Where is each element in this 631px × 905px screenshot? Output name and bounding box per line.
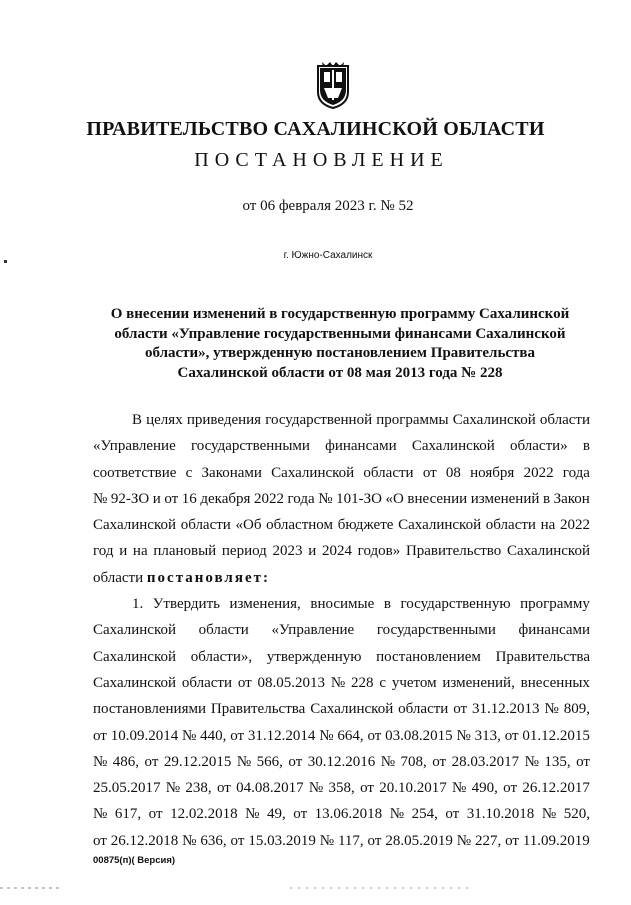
body-word: от xyxy=(164,490,179,507)
body-word: 04.08.2017 xyxy=(236,780,304,797)
body-word: № xyxy=(182,727,197,744)
body-word: № xyxy=(456,727,471,744)
body-line xyxy=(93,512,590,538)
body-word: области xyxy=(539,412,590,428)
body-word: 92-ЗО xyxy=(110,490,150,507)
body-word: 254, xyxy=(411,806,438,823)
body-word: 708, xyxy=(400,753,427,770)
coat-of-arms-icon xyxy=(312,58,354,110)
body-line xyxy=(93,538,590,564)
body-line xyxy=(93,828,590,854)
body-word: постановлением xyxy=(376,648,481,665)
body-word: финансами xyxy=(325,438,397,455)
body-word: от xyxy=(367,832,382,849)
body-word: области xyxy=(181,674,232,691)
subject-line: О внесении изменений в государственную программу Сахалинской xyxy=(110,306,570,322)
body-word: 11.09.2019 xyxy=(522,832,590,849)
body-word: 20.10.2017 xyxy=(379,780,447,797)
body-word: № xyxy=(93,806,108,823)
body-word: № xyxy=(236,753,252,770)
body-word: 566, xyxy=(256,753,283,770)
body-word: 10.09.2014 xyxy=(110,727,179,744)
body-word: 486, xyxy=(112,753,140,770)
body-word: «Управление xyxy=(271,622,355,639)
body-word: Сахалинской xyxy=(452,412,536,428)
body-word: от xyxy=(503,780,518,797)
body-word: декабря xyxy=(200,490,251,507)
body-word: 01.12.2015 xyxy=(522,727,590,744)
body-word: на xyxy=(540,517,556,534)
body-word: изменения, xyxy=(229,596,301,613)
body-word: области xyxy=(180,517,231,534)
body-word: Правительство xyxy=(405,543,502,560)
document-subject xyxy=(100,305,580,383)
body-word: 2022 xyxy=(253,490,284,507)
body-word: 2022 xyxy=(559,517,590,534)
subject-line: области «Управление государственными финансами Сахалинской xyxy=(114,325,566,342)
body-word: от xyxy=(504,727,519,744)
body-word: области xyxy=(398,701,449,718)
body-line xyxy=(93,775,590,801)
body-word: от xyxy=(422,464,437,481)
body-word: № xyxy=(319,832,335,849)
body-word: изменений xyxy=(470,490,540,507)
body-word: В xyxy=(132,412,143,428)
body-word: 313, xyxy=(474,727,501,744)
body-word: № xyxy=(308,780,324,797)
body-word: от xyxy=(144,753,159,770)
government-title: ПРАВИТЕЛЬСТВО САХАЛИНСКОЙ ОБЛАСТИ xyxy=(86,118,545,140)
body-word: № xyxy=(541,806,557,823)
body-word: Закон xyxy=(553,490,590,507)
body-line xyxy=(93,801,590,827)
body-line xyxy=(93,723,590,749)
body-word: 809, xyxy=(563,701,590,718)
body-word: бюджете xyxy=(337,517,394,534)
body-word: года xyxy=(562,464,590,481)
body-line xyxy=(93,591,590,617)
body-line xyxy=(93,696,590,722)
body-word: программы xyxy=(376,412,449,428)
body-word: Сахалинской xyxy=(310,701,394,718)
body-line xyxy=(93,486,590,512)
body-word: 26.12.2017 xyxy=(522,780,590,797)
body-word: 2022 xyxy=(523,464,554,481)
body-word: государственными xyxy=(190,438,310,455)
body-word: № xyxy=(245,806,260,823)
body-word: от xyxy=(453,701,468,718)
body-word: № xyxy=(93,490,108,507)
body-word: от xyxy=(360,780,374,797)
resolution-keyword: постановляет: xyxy=(146,569,270,586)
body-word: 117, xyxy=(337,832,364,849)
body-word: от xyxy=(230,832,245,849)
body-word: учетом xyxy=(391,674,437,691)
body-word: от xyxy=(432,753,447,770)
body-word: 29.12.2015 xyxy=(163,753,232,770)
body-word: 49, xyxy=(266,806,286,823)
body-word: 358, xyxy=(328,780,355,797)
body-word: изменений, xyxy=(442,674,515,691)
document-city: г. Южно-Сахалинск xyxy=(283,250,373,261)
body-word: года xyxy=(287,490,315,507)
body-line xyxy=(93,565,590,591)
body-word: от xyxy=(293,806,308,823)
body-word: «Об xyxy=(235,517,262,534)
body-word: 2023 xyxy=(272,543,303,560)
body-word: от xyxy=(445,806,460,823)
body-word: от xyxy=(505,832,519,849)
body-word: Законами xyxy=(201,464,262,481)
body-word: годов» xyxy=(357,543,401,560)
body-word: период xyxy=(221,543,267,560)
body-word: 636, xyxy=(200,832,227,849)
body-word: 440, xyxy=(200,727,227,744)
body-word: внесении xyxy=(407,490,468,507)
body-word: 03.08.2015 xyxy=(385,727,453,744)
body-word: области xyxy=(485,517,536,534)
body-word: программу xyxy=(520,596,590,613)
body-word: № xyxy=(452,780,467,797)
body-word: от xyxy=(216,780,231,797)
body-word: Сахалинской xyxy=(93,648,177,665)
document-body xyxy=(93,407,590,854)
body-word: Сахалинской xyxy=(398,517,482,534)
body-word: от xyxy=(93,727,107,744)
body-word: 31.12.2013 xyxy=(472,701,540,718)
body-word: 28.03.2017 xyxy=(451,753,520,770)
body-word: на xyxy=(132,543,148,560)
body-line xyxy=(93,460,590,486)
body-word: 08.05.2013 xyxy=(257,674,326,691)
body-word: № xyxy=(318,490,333,507)
body-word: 1. xyxy=(132,596,144,613)
body-word: соответствие xyxy=(93,464,177,481)
body-word: 664, xyxy=(337,727,364,744)
body-word: области» xyxy=(510,438,568,455)
body-word: от xyxy=(230,727,245,744)
body-word: Сахалинской xyxy=(271,464,355,481)
body-word: 08 xyxy=(445,464,461,481)
body-word: 15.03.2019 xyxy=(248,832,316,849)
body-word: Правительства xyxy=(495,648,590,665)
body-word: с xyxy=(185,464,193,481)
body-word: в xyxy=(542,490,551,507)
body-word: 238, xyxy=(185,780,212,797)
subject-line: Сахалинской области от 08 мая 2013 года № 228 xyxy=(177,364,503,381)
body-word: в xyxy=(383,596,391,613)
body-line xyxy=(93,433,590,459)
footer-version-code: 00875(п)( Версия) xyxy=(93,855,176,866)
body-word: ноября xyxy=(470,464,515,481)
body-word: области xyxy=(198,622,249,639)
body-word: с xyxy=(379,674,386,691)
body-word: областном xyxy=(266,517,334,534)
body-word: Сахалинской xyxy=(411,438,495,455)
body-word: Утвердить xyxy=(152,596,220,613)
body-word: 30.12.2016 xyxy=(307,753,376,770)
body-word: внесенных xyxy=(520,674,590,691)
body-word: приведения xyxy=(186,412,262,428)
body-word: 16 xyxy=(181,490,197,507)
body-word: финансами xyxy=(518,622,590,639)
body-word: от xyxy=(288,753,303,770)
body-word: 2024 xyxy=(321,543,352,560)
body-word: 13.06.2018 xyxy=(314,806,383,823)
body-word: № xyxy=(380,753,396,770)
body-word: 101-ЗО xyxy=(336,490,382,507)
body-line xyxy=(93,617,590,643)
body-word: государственную xyxy=(400,596,511,613)
body-word: от xyxy=(367,727,382,744)
body-word: области xyxy=(93,569,144,586)
body-word: утвержденную xyxy=(266,648,362,665)
body-word: государственными xyxy=(376,622,496,639)
body-word: Правительства xyxy=(210,701,306,718)
body-word: постановлениями xyxy=(93,701,206,718)
body-word: № xyxy=(330,674,346,691)
body-word: 31.10.2018 xyxy=(466,806,535,823)
body-word: 28.05.2019 xyxy=(385,832,453,849)
body-word: плановый xyxy=(153,543,217,560)
body-word: от xyxy=(93,832,107,849)
body-word: № xyxy=(319,727,334,744)
body-word: Сахалинской xyxy=(93,622,177,639)
body-word: целях xyxy=(146,412,183,428)
body-word: № xyxy=(182,832,197,849)
body-word: № xyxy=(93,753,108,770)
body-word: области xyxy=(363,464,414,481)
body-word: 228 xyxy=(350,674,374,691)
body-word: государственной xyxy=(265,412,373,428)
body-word: от xyxy=(148,806,163,823)
body-word: «О xyxy=(385,490,404,507)
body-word: вносимые xyxy=(310,596,375,613)
body-line xyxy=(93,407,590,433)
body-line xyxy=(93,670,590,696)
body-word: № xyxy=(165,780,181,797)
body-word: год xyxy=(93,543,114,560)
body-word: 520, xyxy=(563,806,590,823)
body-word: № xyxy=(544,701,559,718)
body-word: в xyxy=(582,438,590,455)
body-word: 227, xyxy=(474,832,502,849)
subject-line: области», утвержденную постановлением Правительства xyxy=(144,345,536,361)
body-word: Сахалинской xyxy=(93,517,177,534)
body-word: 12.02.2018 xyxy=(170,806,238,823)
document-date-number: от 06 февраля 2023 г. № 52 xyxy=(242,198,414,214)
scan-artifact-line xyxy=(0,884,631,892)
body-word: «Управление xyxy=(93,438,176,455)
body-line xyxy=(93,749,590,775)
body-word: Сахалинской xyxy=(506,543,590,560)
body-word: области», xyxy=(190,648,253,665)
body-word: Сахалинской xyxy=(93,674,177,691)
body-word: № xyxy=(456,832,472,849)
body-line xyxy=(93,644,590,670)
body-word: от xyxy=(576,753,590,770)
body-word: 135, xyxy=(544,753,571,770)
body-word: 26.12.2018 xyxy=(110,832,179,849)
body-word: 25.05.2017 xyxy=(93,780,161,797)
body-word: 31.12.2014 xyxy=(247,727,316,744)
body-word: 617, xyxy=(114,806,142,823)
body-word: № xyxy=(389,806,405,823)
body-word: и xyxy=(119,543,128,560)
body-word: от xyxy=(237,674,252,691)
document-type: ПОСТАНОВЛЕНИЕ xyxy=(194,149,449,171)
body-word: 490, xyxy=(471,780,498,797)
body-word: и xyxy=(152,490,161,507)
body-word: и xyxy=(308,543,317,560)
body-word: № xyxy=(524,753,539,770)
